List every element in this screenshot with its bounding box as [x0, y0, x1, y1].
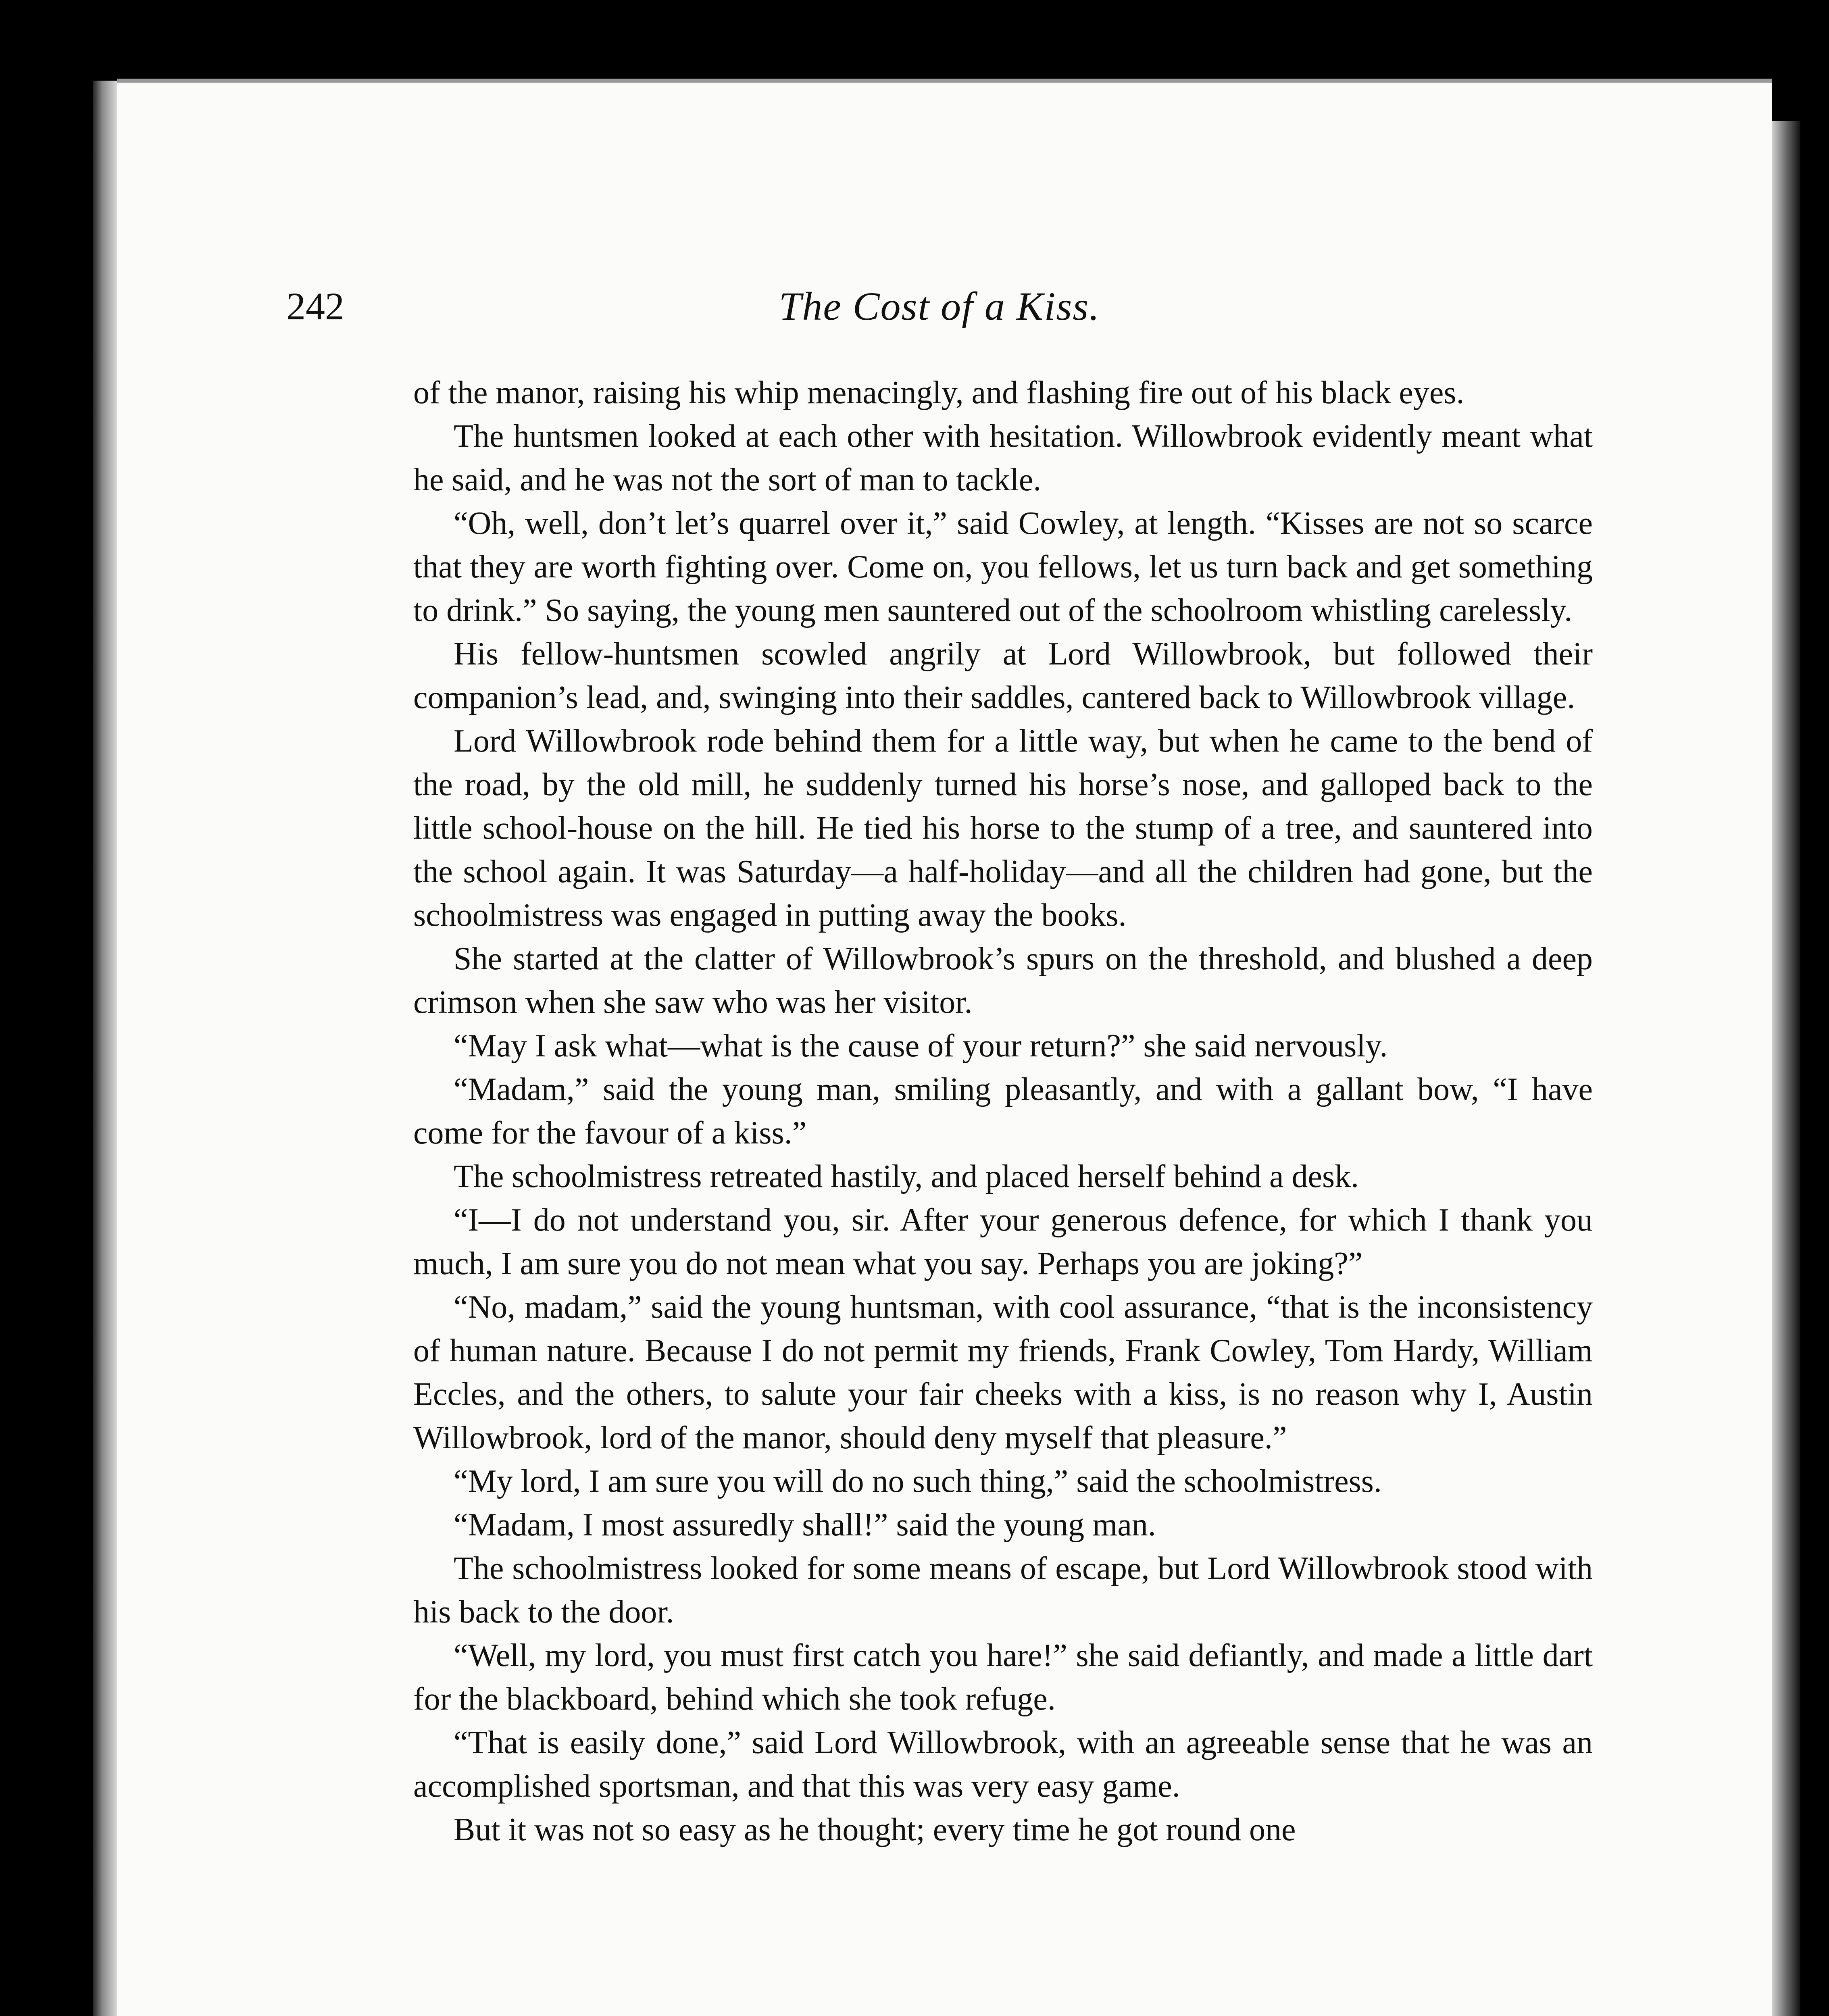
paragraph-4: His fellow-huntsmen scowled angrily at Lord Willowbrook, but followed their companion’s lead, and, swinging into their saddles, cantered back to Willowbrook village. [413, 636, 1593, 715]
paragraph-3: “Oh, well, don’t let’s quarrel over it,” said Cowley, at length. “Kisses are not so scarce that they are worth fighting over. Come on, you fellows, let us turn back and get something to drink.” So saying, the young men sauntered out of the schoolroom whistling carelessly. [413, 506, 1593, 628]
paragraph-14: The schoolmistress looked for some means of escape, but Lord Willowbrook stood with his back to the door. [413, 1551, 1593, 1630]
paragraph-5: Lord Willowbrook rode behind them for a little way, but when he came to the bend of the road, by the old mill, he suddenly turned his horse’s nose, and galloped back to the little school-house on the hill. He tied his horse to the stump of a tree, and sauntered into the school again. It was Saturday—a half-holiday—and all the children had gone, but the schoolmistress was engaged in putting away the books. [413, 723, 1593, 933]
paragraph-6: She started at the clatter of Willowbrook’s spurs on the threshold, and blushed a deep crimson when she saw who was her visitor. [413, 941, 1593, 1020]
running-head [286, 282, 1593, 331]
paragraph-12: “My lord, I am sure you will do no such thing,” said the schoolmistress. [454, 1464, 1382, 1499]
paragraph-9: The schoolmistress retreated hastily, and placed herself behind a desk. [454, 1159, 1359, 1194]
page-shadow-left [93, 81, 117, 2016]
body-text [413, 371, 1593, 1851]
paragraph-7: “May I ask what—what is the cause of your return?” she said nervously. [454, 1028, 1388, 1064]
paragraph-15: “Well, my lord, you must first catch you hare!” she said defiantly, and made a little dart for the blackboard, behind which she took refuge. [413, 1638, 1593, 1717]
page-edge-right [1772, 121, 1800, 2016]
paragraph-11: “No, madam,” said the young huntsman, with cool assurance, “that is the inconsistency of human nature. Because I do not permit my friends, Frank Cowley, Tom Hardy, William Eccles, and the others, to salute your fair cheeks with a kiss, is no reason why I, Austin Willowbrook, lord of the manor, should deny myself that pleasure.” [413, 1289, 1593, 1456]
paragraph-8: “Madam,” said the young man, smiling pleasantly, and with a gallant bow, “I have come for the favour of a kiss.” [413, 1072, 1593, 1151]
running-title: The Cost of a Kiss. [779, 284, 1100, 329]
paragraph-16: “That is easily done,” said Lord Willowbrook, with an agreeable sense that he was an accomplished sportsman, and that this was very easy game. [413, 1725, 1593, 1804]
paragraph-2: The huntsmen looked at each other with hesitation. Willowbrook evidently meant what he said, and he was not the sort of man to tackle. [413, 419, 1593, 498]
paragraph-13: “Madam, I most assuredly shall!” said the young man. [454, 1507, 1156, 1543]
paragraph-17: But it was not so easy as he thought; every time he got round one [454, 1812, 1296, 1847]
paragraph-10: “I—I do not understand you, sir. After your generous defence, for which I thank you much, I am sure you do not mean what you say. Perhaps you are joking?” [413, 1202, 1593, 1281]
page-number: 242 [286, 285, 344, 328]
paragraph-1: of the manor, raising his whip menacingly, and flashing fire out of his black eyes. [413, 375, 1464, 410]
